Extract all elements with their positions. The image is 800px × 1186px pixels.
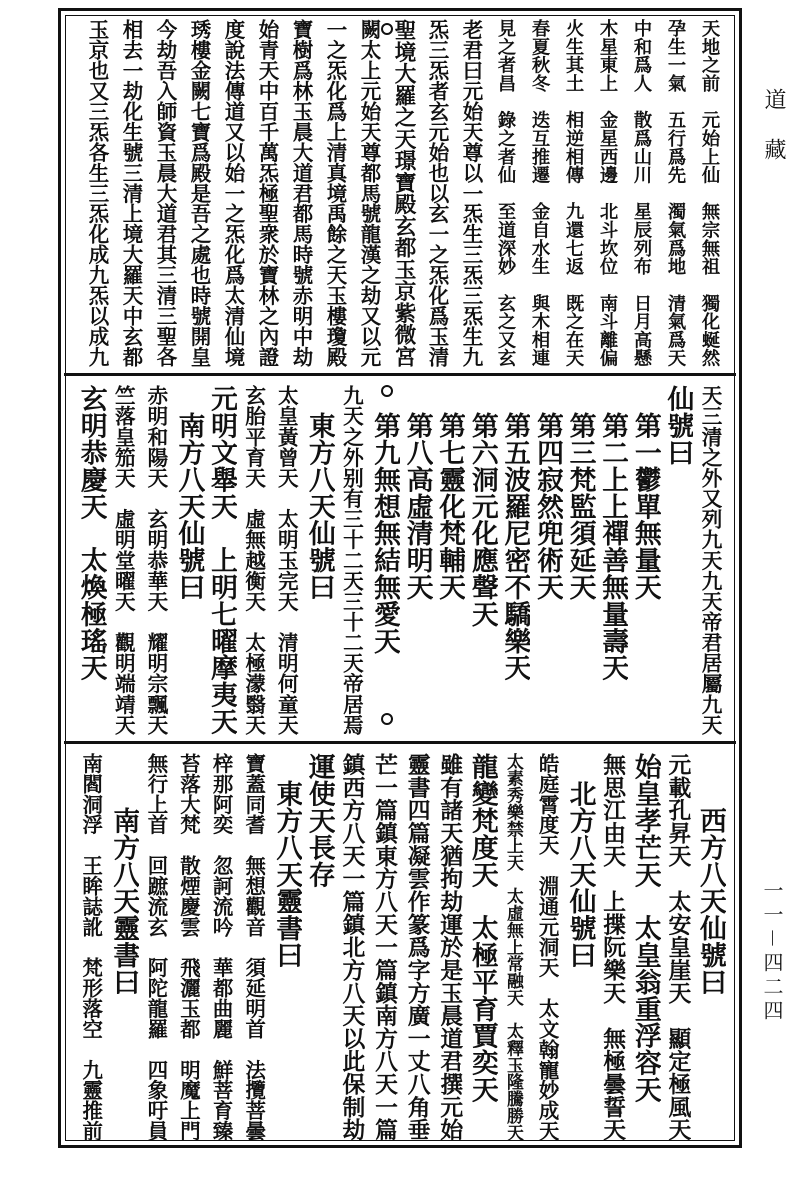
- text-column: 靈書四篇凝雲作篆爲字方廣一丈八角垂: [403, 753, 430, 1141]
- text-column: 玄胎平育天 虛無越衡天 太極濛翳天: [241, 385, 266, 735]
- text-column: 寶樹爲林玉晨大道君都馬時號赤明中劫: [289, 19, 313, 367]
- text-column: 始皇孝芒天 太皇翁重浮容天: [629, 753, 661, 1103]
- text-column: 太素秀樂禁上天 太虛無上常融天 太釋玉隆騰勝天: [504, 753, 525, 1141]
- binding-hole-mark: [381, 385, 393, 397]
- text-column: 一之炁化爲上清真境禹餘之天玉樓瓊殿: [323, 19, 347, 367]
- text-column: 元載孔昇天 太安皇崖天 顯定極風天: [664, 753, 691, 1141]
- text-column: 春夏秋冬 迭互推遷 金自水生 與木相連: [529, 19, 550, 367]
- text-column: 始青天中百千萬炁極聖衆於寶林之內證: [255, 19, 279, 367]
- text-column: 第九無想無結無愛天: [369, 385, 401, 654]
- text-column: 竺落皇笳天 虛明堂曜天 觀明端靖天: [111, 385, 136, 735]
- text-column: 老君曰元始天尊以一炁生三炁三炁生九: [459, 19, 483, 367]
- text-column: 聖境大羅之天璟寶殿玄都玉京紫微宮: [391, 19, 416, 367]
- text-column: 梓那阿奕 忽訶流吟 華都曲麗 鮮菩育臻: [209, 753, 234, 1141]
- text-column: 第二上上禪善無量壽天: [597, 385, 629, 681]
- text-column: 第五波羅尼密不驕樂天: [499, 385, 531, 681]
- binding-hole-mark: [381, 713, 393, 725]
- text-column: 第六洞元化應聲天: [466, 385, 498, 628]
- text-column: 寶蓋同耆 無想觀音 須延明首 法攬菩曇: [241, 753, 266, 1141]
- text-column: 無思江由天 上揲阮樂天 無極曇誓天: [599, 753, 626, 1141]
- text-column: 元明文舉天 上明七曜摩夷天: [206, 385, 238, 735]
- margin-book-title: 道藏: [761, 88, 786, 188]
- register-bottom: [64, 747, 736, 1145]
- text-column: 第七靈化梵輔天: [434, 385, 466, 601]
- text-column: 苔落大梵 散煙慶雲 飛灑玉都 明魔上門: [176, 753, 201, 1141]
- page-frame: [58, 8, 742, 1148]
- text-column: 赤明和陽天 玄明恭華天 耀明宗飄天: [143, 385, 168, 735]
- text-column: 炁三炁者玄元始也以玄一之炁化爲玉清: [425, 19, 449, 367]
- text-column: 玉京也又三炁各生三炁化成九炁以成九: [85, 19, 109, 367]
- text-column: 東方八天靈書曰: [271, 753, 303, 969]
- text-column: 天地之前 元始上仙 無宗無祖 獨化蜒然: [699, 19, 720, 367]
- text-column: 南方八天靈書曰: [108, 753, 140, 996]
- text-column: 無行上首 回蹠流玄 阿陀龍羅 四象吁員: [143, 753, 168, 1141]
- text-column: 琇樓金闕七寶爲殿是吾之處也時號開皇: [187, 19, 211, 367]
- text-column: 南閻洞浮 王眸誌訛 梵形落空 九靈推前: [78, 753, 103, 1141]
- text-column: 天三清之外又列九天九天帝君居屬九天: [698, 385, 722, 735]
- text-column: 太皇黃曾天 太明玉完天 清明何童天: [274, 385, 299, 735]
- text-column: 雖有諸天猶拘劫運於是玉晨道君撰元始: [436, 753, 463, 1141]
- text-column: 皓庭霄度天 淵通元洞天 太文翰寵妙成天: [535, 753, 560, 1141]
- text-column: 北方八天仙號曰: [564, 753, 596, 969]
- text-column: 闕太上元始天尊都馬號龍漢之劫又以元: [357, 19, 381, 367]
- register-divider: [64, 373, 736, 376]
- text-column: 九天之外别有三十二天三十二天帝居焉: [339, 385, 364, 735]
- register-divider: [64, 741, 736, 744]
- register-middle: [64, 379, 736, 739]
- margin-page-number: 一一－四二四: [760, 880, 784, 1024]
- text-column: 第四寂然兜術天: [532, 385, 564, 601]
- register-top: [64, 13, 736, 371]
- text-column: 芒一篇鎮東方八天一篇鎮南方八天一篇: [371, 753, 398, 1141]
- text-column: 龍變梵度天 太極平育賈奕天: [466, 753, 498, 1103]
- text-column: 第八高虛清明天: [401, 385, 433, 601]
- text-column: 孕生一氣 五行爲先 濁氣爲地 清氣爲天: [665, 19, 686, 367]
- text-column: 今劫吾入師資玉晨大道君其三清三聖各: [153, 19, 177, 367]
- text-column: 玄明恭慶天 太煥極瑤天: [75, 385, 107, 681]
- text-column: 見之者昌 錄之者仙 至道深妙 玄之又玄: [495, 19, 516, 367]
- text-column: 中和爲人 散爲山川 星辰列布 日月高懸: [631, 19, 652, 367]
- binding-hole-mark: [381, 23, 393, 35]
- text-column: 鎮西方八天一篇鎮北方八天以此保制劫: [338, 753, 365, 1141]
- text-column: 西方八天仙號曰: [695, 753, 726, 996]
- text-column: 木星東上 金星西邊 北斗坎位 南斗離偏: [597, 19, 618, 367]
- text-column: 運使天長存: [303, 753, 335, 888]
- text-column: 火生其土 相逆相傳 九還七返 既之在天: [563, 19, 584, 367]
- text-column: 相去一劫化生號三清上境大羅天中玄都: [119, 19, 143, 367]
- text-column: 第三梵監須延天: [564, 385, 596, 601]
- text-column: 東方八天仙號曰: [303, 385, 335, 601]
- text-column: 仙號曰: [662, 385, 694, 466]
- text-column: 南方八天仙號曰: [173, 385, 205, 601]
- text-column: 第一鬱單無量天: [629, 385, 661, 601]
- text-column: 度說法傳道又以始一之炁化爲太清仙境: [221, 19, 245, 367]
